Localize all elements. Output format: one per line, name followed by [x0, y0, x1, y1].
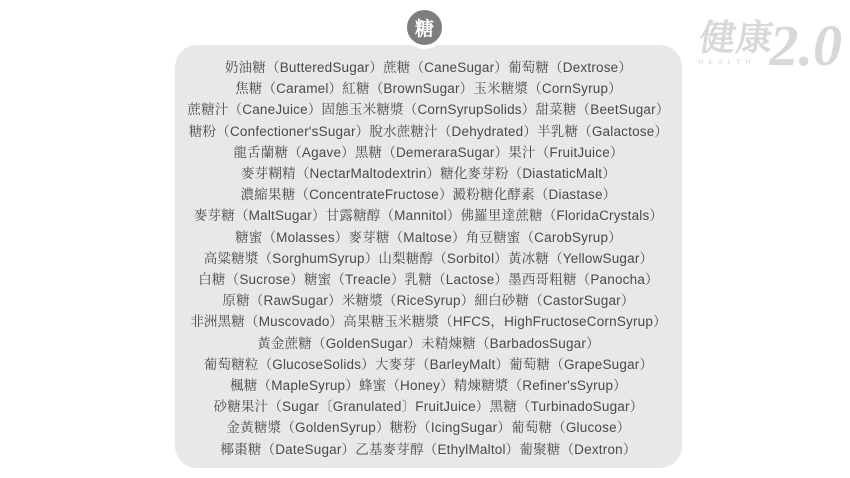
- sugar-line: 原糖（RawSugar）米糖漿（RiceSyrup）細白砂糖（CastorSugar）: [222, 293, 635, 309]
- sugar-line: 金黃糖漿（GoldenSyrup）糖粉（IcingSugar）葡萄糖（Glucose）: [226, 420, 631, 436]
- sugar-line: 糖蜜（Molasses）麥芽糖（Maltose）角豆糖蜜（CarobSyrup）: [235, 229, 622, 245]
- sugar-list: [175, 57, 682, 460]
- sugar-line: 濃縮果糖（ConcentrateFructose）澱粉糖化酵素（Diastase）: [240, 187, 617, 203]
- brand-logo-version: 2.0: [769, 13, 842, 78]
- sugar-line: 非洲黑糖（Muscovado）高果糖玉米糖漿（HFCS，HighFructoseCornSyrup）: [190, 314, 667, 330]
- sugar-line: 糖粉（Confectioner'sSugar）脫水蔗糖汁（Dehydrated）半乳糖（Galactose）: [188, 123, 669, 139]
- sugar-line: 龍舌蘭糖（Agave）黑糖（DemeraraSugar）果汁（FruitJuice）: [233, 144, 624, 160]
- sugar-line: 麥芽糖（MaltSugar）甘露糖醇（Mannitol）佛羅里達蔗糖（FloridaCrystals）: [193, 208, 664, 224]
- sugar-line: 楓糖（MapleSyrup）蜂蜜（Honey）精煉糖漿（Refiner'sSyrup）: [230, 378, 627, 394]
- brand-logo-subtext: HEALTH: [698, 59, 757, 66]
- sugar-line: 椰棗糖（DateSugar）乙基麥芽醇（EthylMaltol）葡聚糖（Dextron）: [220, 441, 637, 457]
- sugar-card: [175, 45, 682, 468]
- sugar-badge-label: 糖: [414, 19, 434, 40]
- sugar-line: 麥芽糊精（NectarMaltodextrin）糖化麥芽粉（DiastaticMalt）: [241, 166, 616, 182]
- brand-logo: [697, 13, 842, 78]
- brand-logo-cjk: 健康: [697, 17, 778, 58]
- sugar-line: 葡萄糖粒（GlucoseSolids）大麥芽（BarleyMalt）葡萄糖（GrapeSugar）: [203, 356, 654, 372]
- sugar-line: 奶油糖（ButteredSugar）蔗糖（CaneSugar）葡萄糖（Dextrose）: [224, 60, 633, 75]
- brand-logo-cjk-block: [696, 17, 778, 66]
- sugar-line: 砂糖果汁（Sugar〔Granulated〕FruitJuice）黑糖（TurbinadoSugar）: [213, 399, 644, 415]
- sugar-line: 蔗糖汁（CaneJuice）固態玉米糖漿（CornSyrupSolids）甜菜糖（BeetSugar）: [187, 102, 670, 118]
- sugar-line: 黃金蔗糖（GoldenSugar）未精煉糖（BarbadosSugar）: [257, 335, 600, 351]
- sugar-line: 焦糖（Caramel）紅糖（BrownSugar）玉米糖漿（CornSyrup）: [235, 81, 622, 97]
- sugar-badge: [403, 6, 446, 49]
- sugar-line: 高粱糖漿（SorghumSyrup）山梨糖醇（Sorbitol）黃冰糖（YellowSugar）: [203, 250, 654, 266]
- sugar-line: 白糖（Sucrose）糖蜜（Treacle）乳糖（Lactose）墨西哥粗糖（Panocha）: [198, 272, 659, 288]
